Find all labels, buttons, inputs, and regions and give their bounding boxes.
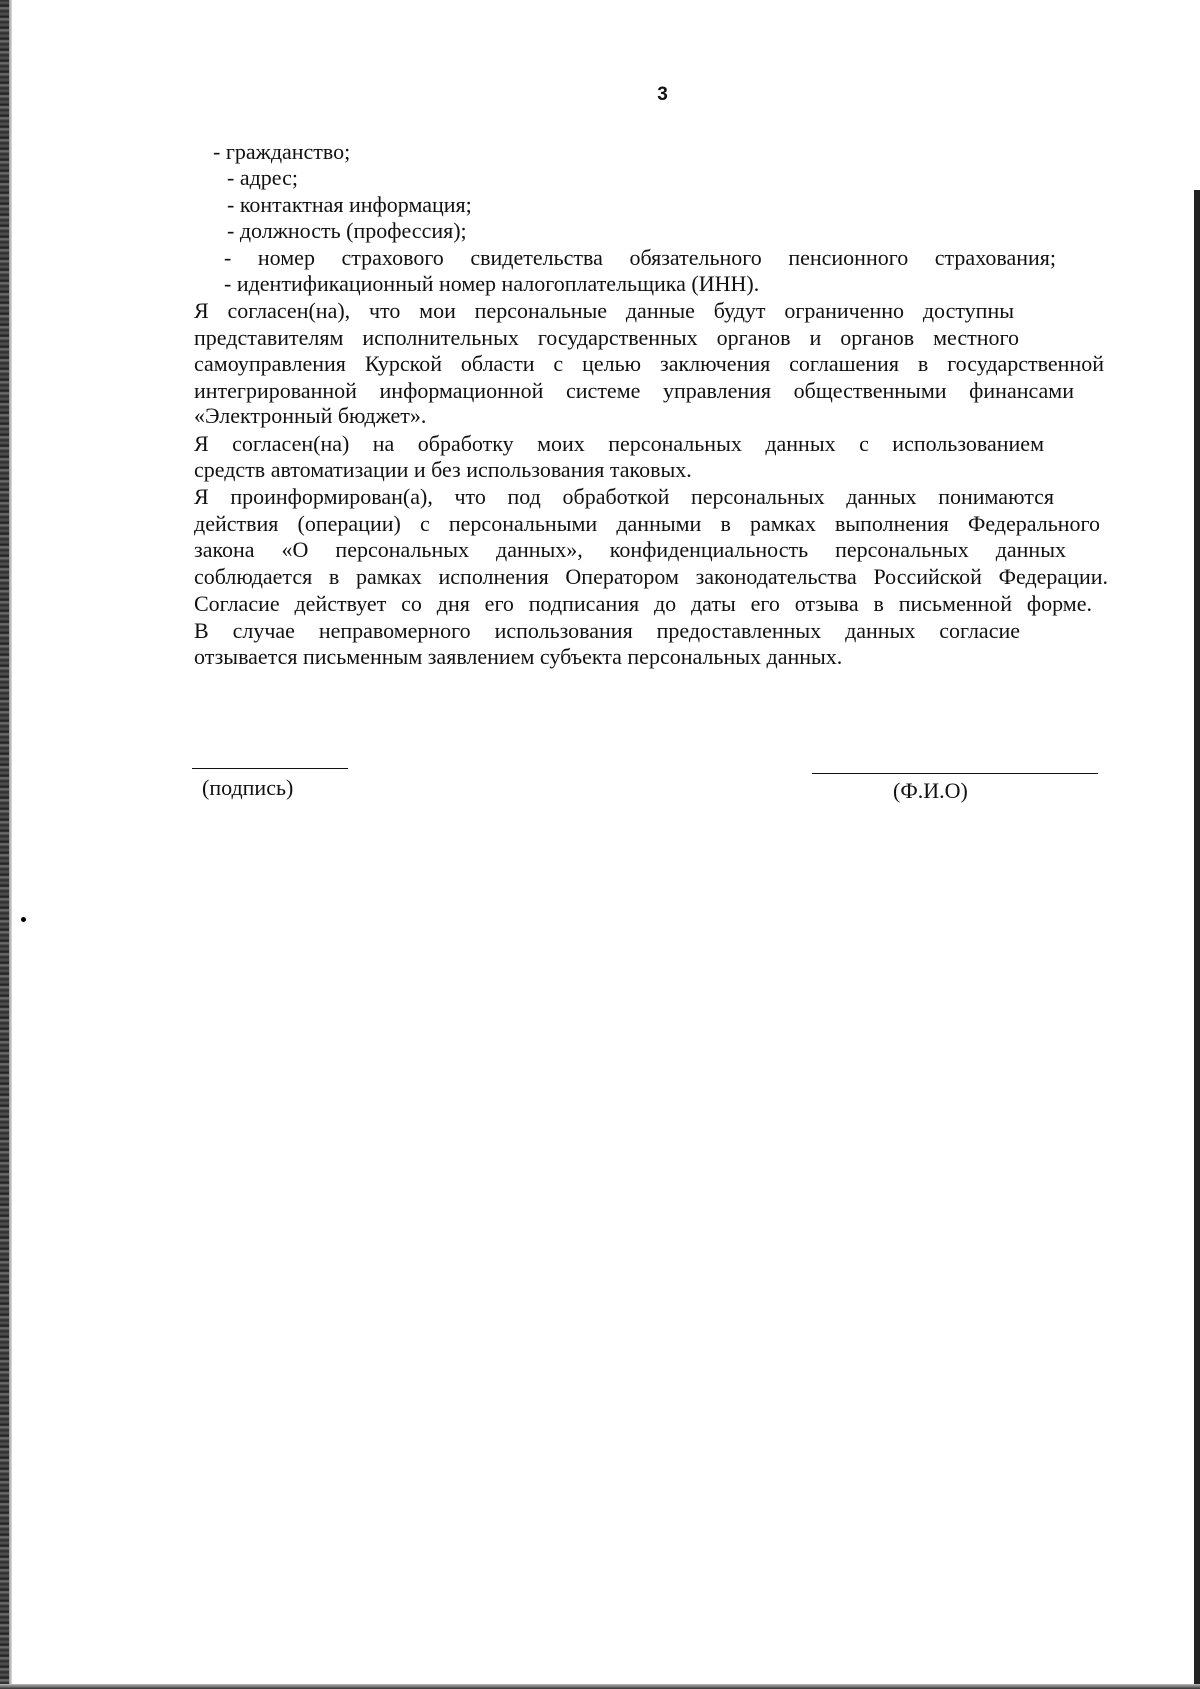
scan-edge-left-shadow [9,0,12,1689]
signature-line [192,768,348,769]
paragraph-line: «Электронный бюджет». [194,403,427,428]
paragraph-line: интегрированной информационной системе управления общественными финансами [194,378,1074,403]
paragraph-line: Согласие действует со дня его подписания до даты его отзыва в письменной форме. [194,591,1092,616]
name-caption: (Ф.И.О) [893,778,968,803]
paragraph-line: Я согласен(на) на обработку моих персональных данных с использованием [194,431,1044,456]
paragraph-line: Я согласен(на), что мои персональные данные будут ограниченно доступны [194,298,1014,323]
paragraph-line: соблюдается в рамках исполнения Оператором законодательства Российской Федерации. [194,564,1108,589]
scan-edge-bottom [0,1684,1200,1689]
paragraph-line: представителям исполнительных государственных органов и органов местного [194,325,1019,350]
scan-edge-right [1194,190,1200,1689]
paragraph-line: средств автоматизации и без использования таковых. [194,457,692,482]
paragraph-line: Я проинформирован(а), что под обработкой персональных данных понимаются [194,484,1054,509]
list-item: - должность (профессия); [227,218,467,243]
signature-caption: (подпись) [202,775,294,800]
paragraph-line: В случае неправомерного использования предоставленных данных согласие [194,618,1020,643]
paragraph-line: действия (операции) с персональными данными в рамках выполнения Федерального [194,511,1100,536]
paragraph-line: отзывается письменным заявлением субъекта персональных данных. [194,644,843,669]
list-item: - адрес; [227,165,298,190]
list-item: - номер страхового свидетельства обязательного пенсионного страхования; [224,245,1056,270]
paragraph-line: закона «О персональных данных», конфиденциальность персональных данных [194,537,1066,562]
name-line [812,773,1098,774]
page-number: 3 [657,84,668,105]
list-item: - идентификационный номер налогоплательщика (ИНН). [224,271,760,296]
scan-speck [21,917,26,922]
paragraph-line: самоуправления Курской области с целью заключения соглашения в государственной [194,351,1104,376]
list-item: - гражданство; [213,139,351,164]
scan-edge-left [0,0,9,1689]
list-item: - контактная информация; [227,192,472,217]
